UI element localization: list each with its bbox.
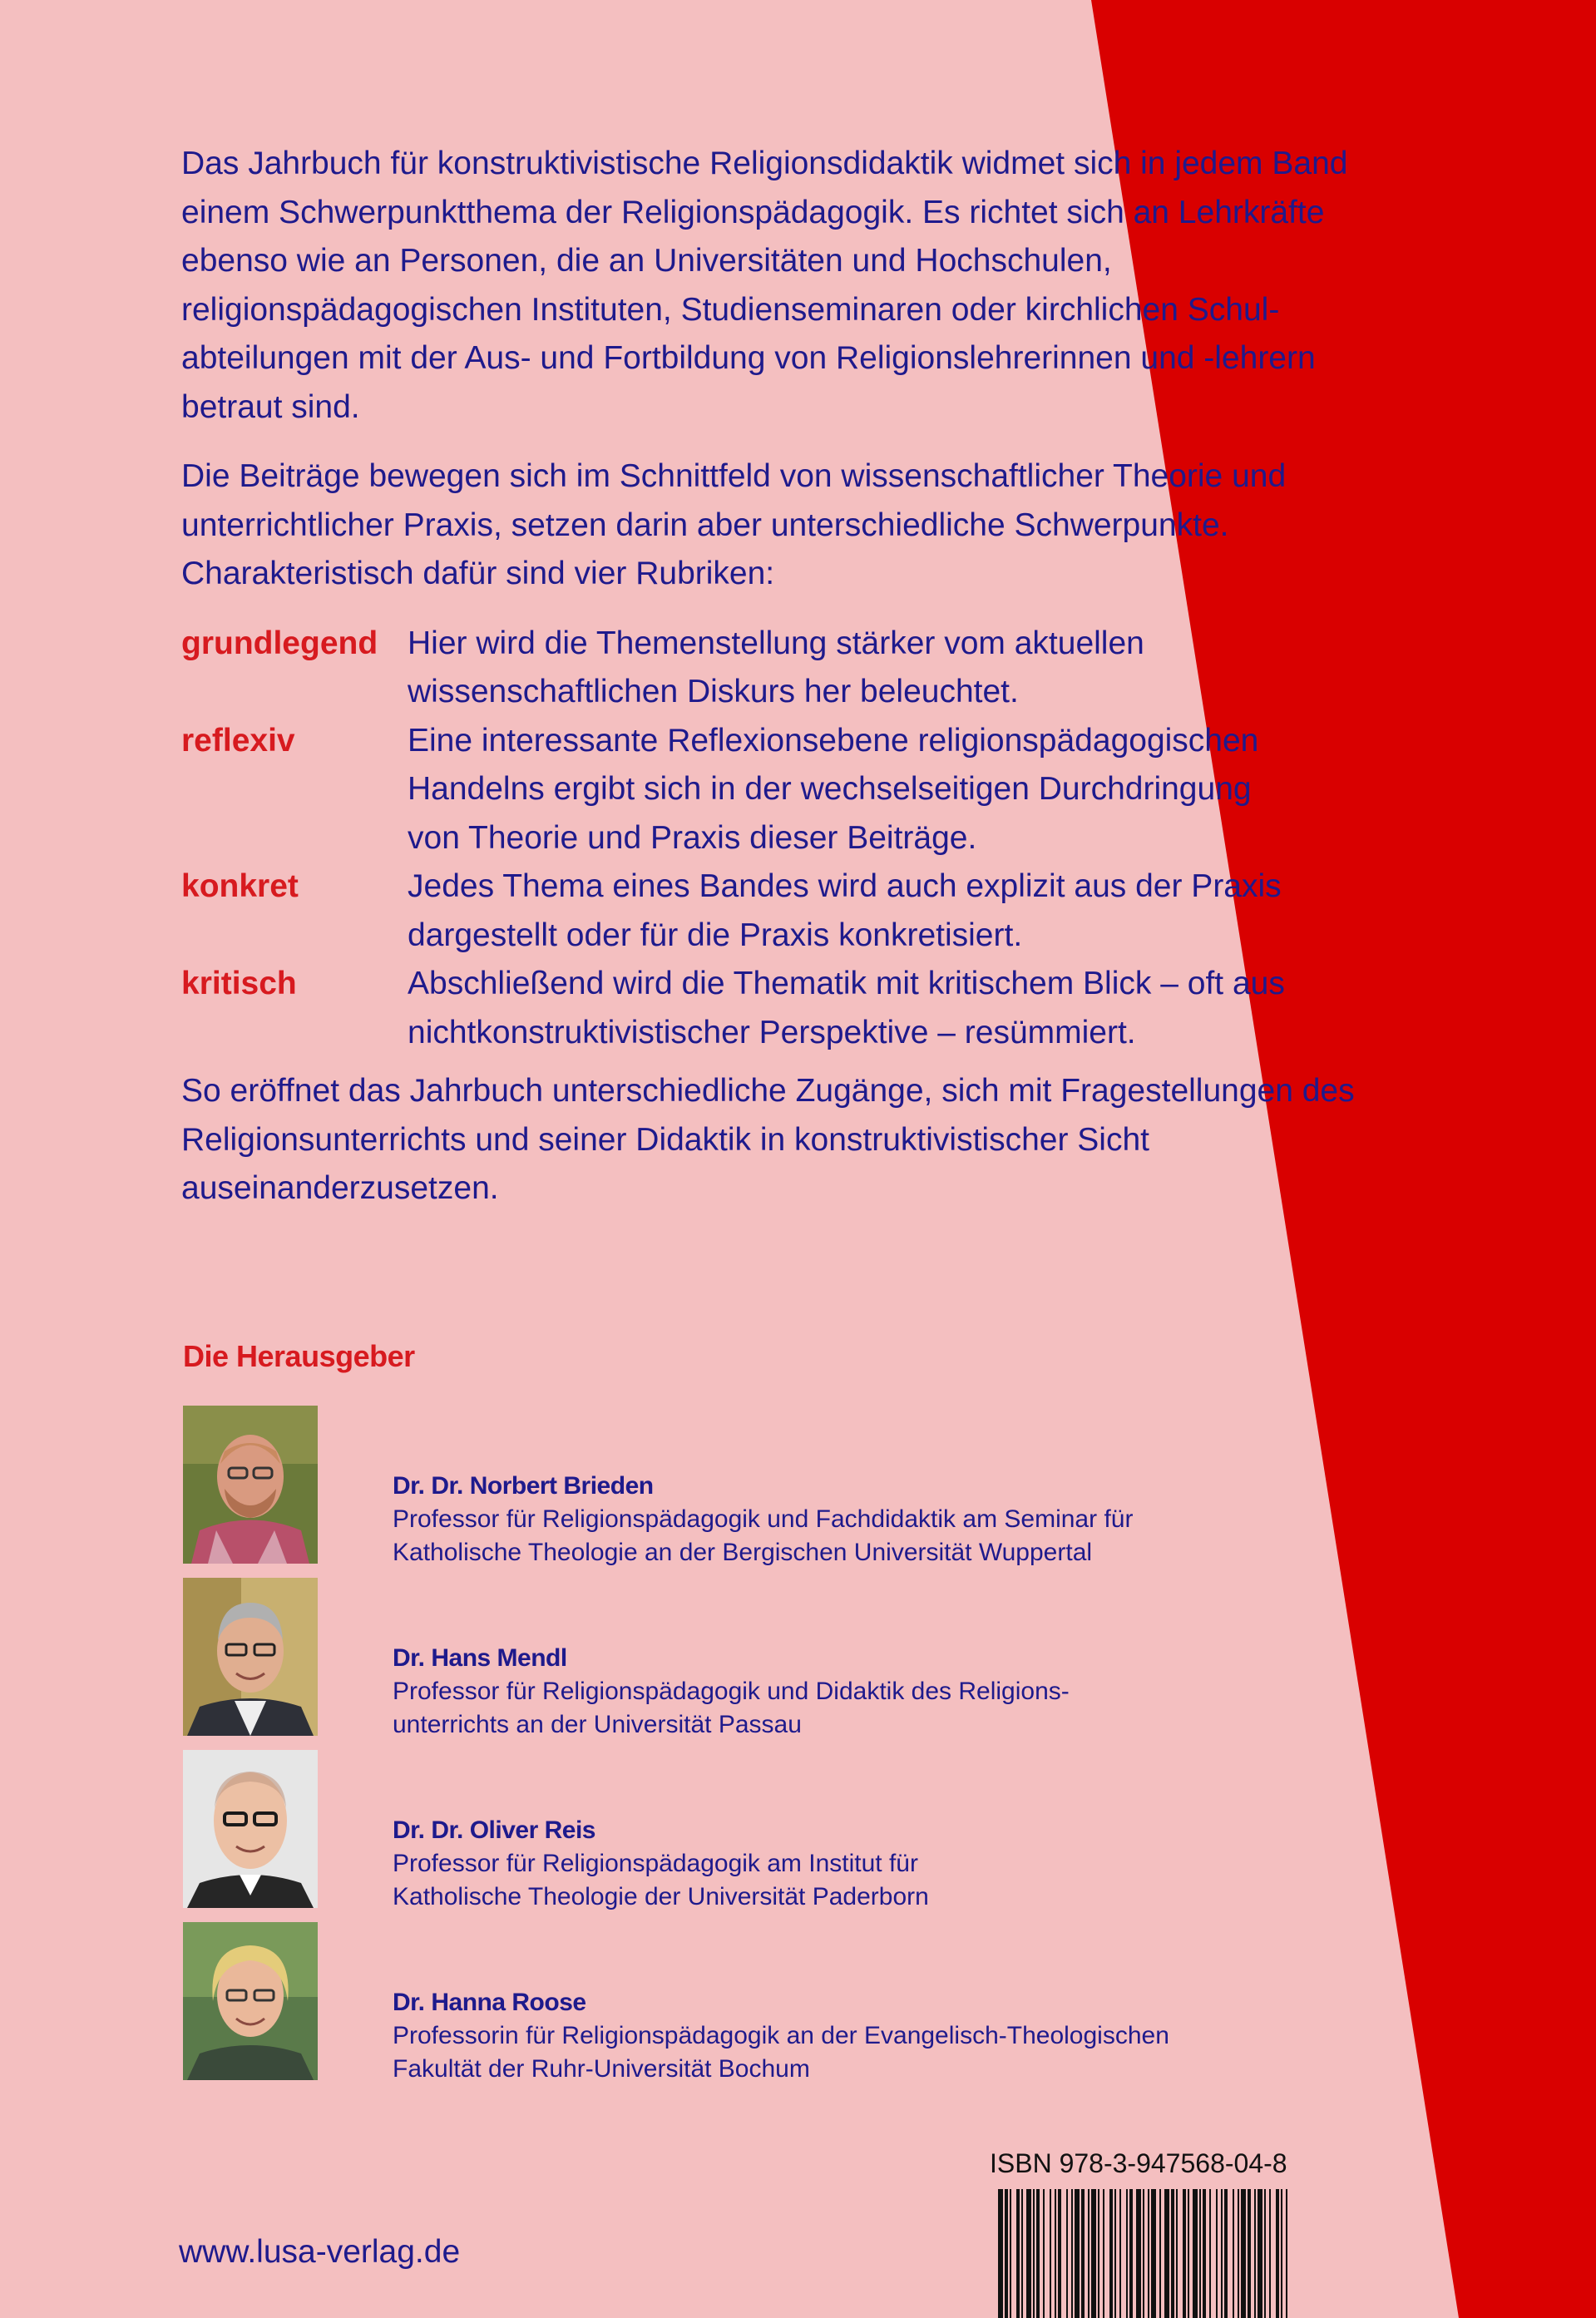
editor-description-line: unterrichts an der Universität Passau	[393, 1711, 802, 1738]
editor-text	[393, 1986, 1307, 2086]
editor-description-line: Professorin für Religionspädagogik an der Evangelisch-Theologischen	[393, 2022, 1169, 2049]
barcode-bar	[1224, 2189, 1228, 2318]
editor-text	[393, 1470, 1307, 1569]
barcode-bar	[1188, 2189, 1189, 2318]
main-text	[181, 140, 1412, 1234]
isbn-barcode	[998, 2189, 1292, 2318]
rubric-term: kritisch	[181, 966, 297, 1001]
editors-heading: Die Herausgeber	[183, 1339, 415, 1373]
isbn-label: ISBN 978-3-947568-04-8	[990, 2148, 1287, 2178]
barcode-bar	[1114, 2189, 1116, 2318]
barcode-bar	[1164, 2189, 1169, 2318]
barcode-bar	[1148, 2189, 1149, 2318]
barcode-bar	[1199, 2189, 1201, 2318]
barcode-bar	[1036, 2189, 1040, 2318]
barcode-bar	[1176, 2189, 1178, 2318]
barcode-bar	[1075, 2189, 1080, 2318]
barcode-bar	[1136, 2189, 1141, 2318]
intro-paragraph-2: Die Beiträge bewegen sich im Schnittfeld von wissenschaftlicher Theorie und unterrichtlicher Praxis, setzen darin aber unterschiedliche Schwerpunkte. Charakteristisch dafür sind vier Rubriken:	[181, 458, 1287, 591]
editor-name: Dr. Hans Mendl	[393, 1644, 567, 1672]
barcode-bar	[1193, 2189, 1198, 2318]
rubrics-list	[181, 620, 1412, 1058]
editor-description-line: Professor für Religionspädagogik und Didaktik des Religions-	[393, 1678, 1070, 1705]
barcode-bar	[1248, 2189, 1251, 2318]
barcode-bar	[1109, 2189, 1113, 2318]
barcode-bar	[1151, 2189, 1156, 2318]
barcode-bar	[1269, 2189, 1271, 2318]
barcode-bar	[1286, 2189, 1287, 2318]
rubric-term: grundlegend	[181, 625, 378, 661]
barcode-bar	[1143, 2189, 1144, 2318]
editor-text	[393, 1814, 1307, 1914]
barcode-bar	[1066, 2189, 1068, 2318]
barcode-bar	[1098, 2189, 1099, 2318]
barcode-bar	[1281, 2189, 1282, 2318]
barcode-bar	[1058, 2189, 1061, 2318]
barcode-bar	[1238, 2189, 1239, 2318]
barcode-bar	[1016, 2189, 1020, 2318]
rubric-term: konkret	[181, 868, 299, 904]
barcode-bar	[1126, 2189, 1128, 2318]
barcode-bar	[1129, 2189, 1133, 2318]
closing-paragraph: So eröffnet das Jahrbuch unterschiedliche Zugänge, sich mit Fragestellungen des Religionsunterrichts und seiner Didaktik in konstruktivistischer Sicht auseinanderzusetzen.	[181, 1073, 1355, 1206]
barcode-bar	[1216, 2189, 1218, 2318]
rubric-description: Hier wird die Themenstellung stärker vom aktuellen wissenschaftlichen Diskurs her beleuchtet.	[408, 625, 1144, 709]
rubric-reflexiv	[181, 717, 1412, 863]
rubric-description: Abschließend wird die Thematik mit kritischem Blick – oft aus nichtkonstruktivistischer Perspektive – resümmiert.	[408, 966, 1285, 1050]
editor-entry	[183, 1750, 1264, 1908]
editor-entry	[183, 1922, 1264, 2083]
rubric-grundlegend	[181, 620, 1412, 717]
barcode-bar	[1103, 2189, 1104, 2318]
editor-description-line: Professor für Religionspädagogik am Institut für	[393, 1850, 918, 1877]
barcode-bar	[1088, 2189, 1090, 2318]
barcode-bar	[998, 2189, 1003, 2318]
rubric-description: Jedes Thema eines Bandes wird auch explizit aus der Praxis dargestellt oder für die Praxis konkretisiert.	[408, 868, 1282, 953]
barcode-bar	[1221, 2189, 1223, 2318]
rubric-term: reflexiv	[181, 722, 295, 759]
editor-description-line: Katholische Theologie der Universität Paderborn	[393, 1883, 929, 1910]
barcode-bar	[1050, 2189, 1051, 2318]
barcode-bar	[1203, 2189, 1206, 2318]
barcode-bar	[1233, 2189, 1234, 2318]
editor-photo	[183, 1406, 318, 1564]
barcode-bar	[1043, 2189, 1045, 2318]
editor-name: Dr. Dr. Norbert Brieden	[393, 1472, 654, 1500]
publisher-website: www.lusa-verlag.de	[179, 2234, 461, 2270]
barcode-bar	[1005, 2189, 1008, 2318]
barcode-bar	[1276, 2189, 1279, 2318]
barcode-bar	[1010, 2189, 1011, 2318]
barcode-bar	[1264, 2189, 1266, 2318]
editor-description-line: Fakultät der Ruhr-Universität Bochum	[393, 2055, 810, 2083]
editor-photo	[183, 1922, 318, 2080]
editor-photo	[183, 1578, 318, 1736]
barcode-bar	[1183, 2189, 1186, 2318]
barcode-bar	[1159, 2189, 1161, 2318]
rubric-konkret	[181, 862, 1412, 960]
editor-text	[393, 1642, 1307, 1742]
editor-name: Dr. Dr. Oliver Reis	[393, 1816, 595, 1844]
barcode-bar	[1209, 2189, 1211, 2318]
barcode-bar	[1071, 2189, 1073, 2318]
barcode-bar	[1241, 2189, 1246, 2318]
barcode-bar	[1055, 2189, 1056, 2318]
barcode-bar	[1081, 2189, 1085, 2318]
rubric-description: Eine interessante Reflexionsebene religionspädagogischen Handelns ergibt sich in der wechselseitigen Durchdringung von Theorie und Praxis dieser Beiträge.	[408, 722, 1259, 856]
barcode-bar	[1021, 2189, 1023, 2318]
editor-description-line: Katholische Theologie an der Bergischen Universität Wuppertal	[393, 1539, 1093, 1566]
editor-name: Dr. Hanna Roose	[393, 1989, 586, 2016]
barcode-bar	[1033, 2189, 1035, 2318]
rubric-kritisch	[181, 960, 1412, 1057]
barcode-bar	[1258, 2189, 1262, 2318]
barcode-bar	[1091, 2189, 1096, 2318]
barcode-bar	[1026, 2189, 1031, 2318]
editor-entry	[183, 1406, 1264, 1564]
editor-entry	[183, 1578, 1264, 1736]
barcode-bar	[1254, 2189, 1256, 2318]
barcode-bar	[1119, 2189, 1121, 2318]
editor-description-line: Professor für Religionspädagogik und Fachdidaktik am Seminar für	[393, 1505, 1134, 1533]
editor-photo	[183, 1750, 318, 1908]
barcode-bar	[1171, 2189, 1174, 2318]
intro-paragraph-1: Das Jahrbuch für konstruktivistische Religionsdidaktik widmet sich in jedem Band einem Schwerpunktthema der Religionspädagogik. Es richtet sich an Lehrkräfte ebenso wie an Personen, die an Universitäten und Hochschulen, religionspädagogischen Instituten, Studienseminaren oder kirchlichen Schulabteilungen mit der Aus- und Fortbildung von Religionslehrerinnen und -lehrern betraut sind.	[181, 146, 1348, 425]
